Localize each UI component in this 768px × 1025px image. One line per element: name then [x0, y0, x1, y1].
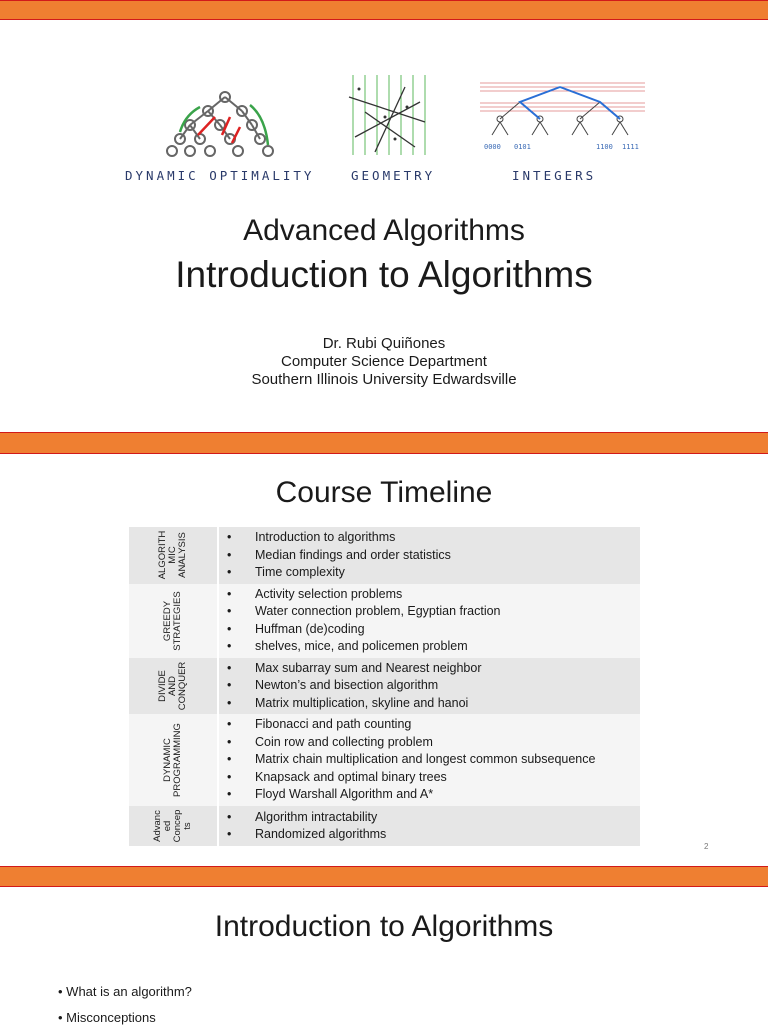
page-number: 2 [704, 842, 709, 851]
slide-divider-bar [0, 432, 768, 454]
list-item: • Coin row and collecting problem [227, 734, 640, 752]
list-item: • Matrix multiplication, skyline and hanoi [227, 695, 640, 713]
slide-divider-bar [0, 866, 768, 887]
list-item: • Randomized algorithms [227, 826, 640, 844]
table-row [129, 527, 640, 584]
list-item: • Matrix chain multiplication and longest common subsequence [227, 751, 640, 769]
svg-text:0101: 0101 [514, 143, 531, 151]
course-title: Advanced Algorithms [243, 214, 525, 247]
caption-dynamic-optimality: DYNAMIC OPTIMALITY [125, 168, 315, 183]
list-item: • Time complexity [227, 564, 640, 582]
list-item: • Water connection problem, Egyptian fraction [227, 603, 640, 621]
row-label: DIVIDE AND CONQUER [157, 661, 188, 711]
caption-geometry: GEOMETRY [351, 168, 436, 183]
list-item: • Knapsack and optimal binary trees [227, 769, 640, 787]
list-item: • Algorithm intractability [227, 809, 640, 827]
list-item: • shelves, mice, and policemen problem [227, 638, 640, 656]
slide-title: Course Timeline [275, 476, 493, 509]
row-label: Advanc ed Concep ts [152, 809, 193, 843]
caption-integers: INTEGERS [512, 168, 597, 183]
svg-text:1100: 1100 [596, 143, 613, 151]
row-label: DYNAMIC PROGRAMMING [162, 723, 183, 797]
list-item: • Introduction to algorithms [227, 529, 640, 547]
svg-text:1111: 1111 [622, 143, 639, 151]
list-item: • Fibonacci and path counting [227, 716, 640, 734]
row-label: GREEDY STRATEGIES [162, 590, 183, 651]
table-row [129, 806, 640, 846]
dynamic-optimality-figure [160, 87, 285, 157]
bullet-item: • Misconceptions [58, 1010, 156, 1025]
list-item: • Activity selection problems [227, 586, 640, 604]
timeline-table [129, 527, 640, 846]
table-row [129, 658, 640, 715]
table-row [129, 584, 640, 658]
list-item: • Huffman (de)coding [227, 621, 640, 639]
author-block [0, 335, 768, 389]
list-item: • Newton’s and bisection algorithm [227, 677, 640, 695]
slide-title: Introduction to Algorithms [214, 910, 554, 943]
list-item: • Median findings and order statistics [227, 547, 640, 565]
svg-text:0000: 0000 [484, 143, 501, 151]
slide-top-bar [0, 0, 768, 20]
university: Southern Illinois University Edwardsville [251, 371, 517, 388]
row-label: ALGORITH MIC ANALYSIS [157, 530, 188, 580]
list-item: • Max subarray sum and Nearest neighbor [227, 660, 640, 678]
bullet-item: • What is an algorithm? [58, 984, 192, 999]
author-name: Dr. Rubi Quiñones [322, 335, 446, 352]
table-row [129, 714, 640, 806]
lecture-title: Introduction to Algorithms [175, 254, 593, 295]
integers-figure [480, 77, 645, 159]
geometry-figure [345, 67, 435, 159]
department: Computer Science Department [281, 353, 487, 370]
list-item: • Floyd Warshall Algorithm and A* [227, 786, 640, 804]
